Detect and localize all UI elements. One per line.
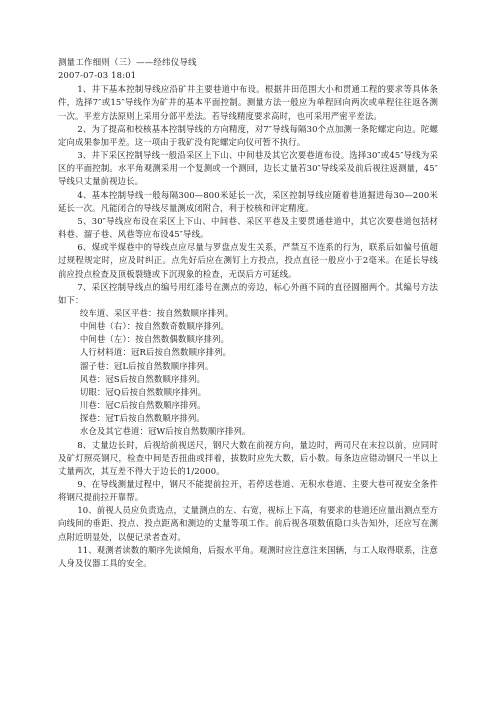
paragraph-9: 9、在导线测量过程中，钢尺不能提前拉开，若停送巷道、无积水巷道、主要大巷可视安全条件将钢尺提前拉开靠帮。 (58, 479, 438, 503)
numbering-rule: 探巷：冠T后按自然数顺序排列。 (79, 413, 205, 424)
paragraph-6: 6、煤或半煤巷中的导线点应尽量与罗盘点发生关系，严禁互不连系的行为，联系后如偏号值超过规程规定时，应及时纠正。点先好后应在测钉上方投点，投点直径一般应小于2毫米。在延长导线前应投点检查及顶板裂缝或下沉现象的检查，无误后方可延线。 (58, 242, 438, 279)
paragraph-3: 3、井下采区控制导线一般沿采区上下山、中间巷及其它次要巷道布设。选择30″或45″导线为采区的平面控制。水平角观测采用一个复测或一个测回，边长丈量若30″导线采及前后视往返测量，45″导线只丈量前视边长。 (58, 150, 438, 187)
paragraph-2: 2、为了提高和校核基本控制导线的方向精度，对7″导线每隔30个点加测一条陀螺定向边。陀螺定向成果参加平差。这一项由于我矿没有陀螺定向仪可暂不执行。 (58, 123, 438, 147)
numbering-rule: 切眼：冠Q后按自然数顺序排列。 (79, 386, 207, 397)
numbering-rule: 人行材料道：冠R后按自然数顺序排列。 (79, 347, 232, 358)
numbering-rule: 溜子巷：冠L后按自然数顺序排列。 (79, 360, 214, 371)
paragraph-11: 11、观测者读数的顺序先读倾角，后报水平角。观测时应注意注来国辆，与工人取得联系，注意人身及仪器工具的安全。 (58, 544, 438, 568)
document-page (58, 56, 438, 570)
paragraph-10: 10、前视人员应负责选点，丈量测点的左、右宽，视标上下高，有要求的巷道还应量出测点至方向线间的垂距、投点、投点距离和测边的丈量等项工作。前后视各项数值隐口头告知外，还应写在测点附近明显处，以便记录者查对。 (58, 505, 438, 542)
numbering-rule: 中间巷（右）：按自然数奇数顺序排列。 (79, 321, 230, 332)
paragraph-4: 4、基本控制导线一般每隔300—800米延长一次，采区控制导线应随着巷道掘进每30—200米延长一次。凡能闭合的导线尽量测成闭附合，利于校核和评定精度。 (58, 189, 438, 213)
numbering-rule: 绞车道、采区平巷：按自然数顺序排列。 (79, 307, 234, 318)
paragraph-5: 5、30″导线应布设在采区上下山、中间巷、采区平巷及主要贯通巷道中，其它次要巷道包括材料巷、溜子巷、风巷等应布设45″导线。 (58, 215, 438, 240)
paragraph-8: 8、丈量边长时，后视给前视送尺，钢尺大数在前视方向，量边时，两司尺在末拉以前，应同时及矿灯照亮钢尺，检查中间是否扭曲或拌着，拔数时应先大数，后小数。每条边应错动钢尺一半以上丈量两次，其互差不得大于边长的1/2000。 (58, 439, 438, 476)
numbering-rule: 水仓及其它巷道：冠W后按自然数顺序排列。 (79, 426, 251, 437)
paragraph-1: 1、井下基本控制导线应沿矿井主要巷道中布设。根据井田范围大小和贯通工程的要求等具体条件，选择7″或15″导线作为矿井的基本平面控制。测量方法一般应为单程回向两次或单程往往返各测一次。平差方法原则上采用分部平差法。若导线精度要求高时，也可采用严密平差法。 (58, 84, 438, 121)
numbering-rule: 中间巷（左）：按自然数偶数顺序排列。 (79, 334, 230, 345)
numbering-rule: 川巷：冠C后按自然数顺序排列。 (79, 400, 206, 411)
paragraph-7: 7、采区控制导线点的编号用红漆号在测点的旁边，标心外画不同的直径圆圈两个。其编号方法如下： (58, 281, 438, 305)
numbering-rule: 风巷：冠S后按自然数顺序排列。 (79, 373, 206, 384)
document-date: 2007-07-03 18:01 (58, 70, 137, 81)
document-title: 测量工作细则（三）——经纬仪导线 (58, 57, 197, 67)
